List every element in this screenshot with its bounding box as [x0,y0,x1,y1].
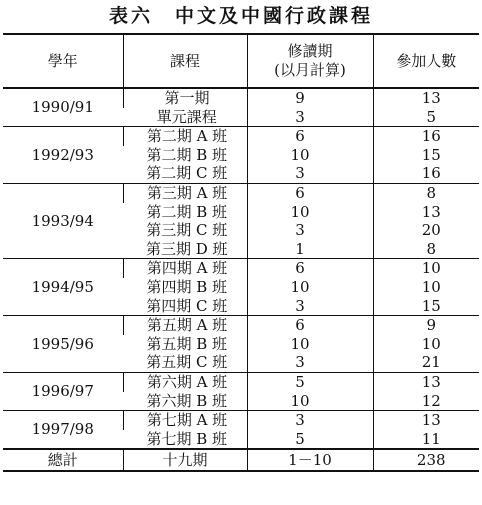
course-cell: 第四期 B 班 [146,277,228,296]
table-row [3,183,479,202]
course-cell: 第二期 C 班 [146,164,228,183]
enrolment-cell: 8 [373,183,479,202]
enrolment-cell: 11 [373,430,479,450]
enrolment-cell: 12 [373,392,479,411]
header-period-line1: 修讀期 [287,42,333,60]
course-cell: 單元課程 [156,107,217,126]
period-cell: 10 [247,392,373,411]
header-year: 學年 [47,51,78,70]
header-enrolment: 參加人數 [373,34,479,88]
period-cell: 3 [247,353,373,372]
enrolment-cell: 10 [373,278,479,297]
enrolment-cell: 16 [373,127,479,146]
course-cell: 第二期 A 班 [123,127,247,146]
period-cell: 10 [247,146,373,165]
course-cell: 第四期 C 班 [146,296,228,315]
total-enrolment: 238 [373,449,479,471]
enrolment-cell: 13 [373,372,479,391]
enrolment-cell: 8 [373,240,479,259]
year-cell: 1993/94 [3,183,123,258]
year-cell: 1995/96 [3,316,123,373]
course-cell: 第五期 C 班 [146,353,228,372]
course-cell: 第一期 [123,88,247,108]
enrolment-cell: 13 [373,88,479,108]
period-cell: 10 [247,278,373,297]
year-cell: 1990/91 [3,88,123,127]
total-period: 1－10 [247,449,373,471]
course-cell: 第五期 B 班 [146,334,228,353]
period-cell: 6 [247,259,373,278]
table-body [3,88,479,471]
course-cell: 第三期 A 班 [123,183,247,202]
enrolment-cell: 13 [373,203,479,222]
course-cell: 第二期 B 班 [146,202,228,221]
course-cell: 第三期 C 班 [146,221,228,240]
enrolment-cell: 15 [373,297,479,316]
header-course: 課程 [123,34,247,88]
total-course: 十九期 [123,449,247,471]
period-cell: 3 [247,164,373,183]
period-cell: 10 [247,335,373,354]
course-cell: 第六期 B 班 [146,391,228,410]
course-cell: 第三期 D 班 [145,239,228,258]
table-row [3,127,479,146]
period-cell: 3 [247,297,373,316]
enrolment-cell: 5 [373,108,479,127]
course-cell: 第二期 B 班 [146,145,228,164]
enrolment-cell: 21 [373,353,479,372]
table-row [3,88,479,108]
period-cell: 6 [247,183,373,202]
course-cell: 第五期 A 班 [123,316,247,335]
enrolment-cell: 10 [373,335,479,354]
year-cell: 1994/95 [3,259,123,316]
course-cell: 第七期 A 班 [123,411,247,430]
header-period [247,34,373,88]
period-cell: 3 [247,108,373,127]
total-label: 總計 [3,449,123,471]
year-cell: 1992/93 [3,127,123,184]
courses-table [3,33,479,472]
total-row [3,449,479,471]
year-cell: 1996/97 [3,372,123,410]
period-cell: 3 [247,221,373,240]
period-cell: 9 [247,88,373,108]
period-cell: 10 [247,203,373,222]
period-cell: 5 [247,372,373,391]
period-cell: 6 [247,127,373,146]
period-cell: 6 [247,316,373,335]
header-row [3,34,479,88]
period-cell: 5 [247,430,373,450]
enrolment-cell: 15 [373,146,479,165]
enrolment-cell: 13 [373,411,479,430]
period-cell: 3 [247,411,373,430]
enrolment-cell: 20 [373,221,479,240]
period-cell: 1 [247,240,373,259]
table-row [3,259,479,278]
table-row [3,316,479,335]
year-cell: 1997/98 [3,411,123,450]
enrolment-cell: 10 [373,259,479,278]
course-cell: 第四期 A 班 [123,259,247,278]
table-row [3,411,479,430]
header-period-line2: (以月計算) [274,61,346,79]
enrolment-cell: 9 [373,316,479,335]
enrolment-cell: 16 [373,164,479,183]
course-cell: 第七期 B 班 [146,429,228,448]
table-title: 表六 中文及中國行政課程 [108,5,373,27]
course-cell: 第六期 A 班 [123,372,247,391]
table-row [3,372,479,391]
